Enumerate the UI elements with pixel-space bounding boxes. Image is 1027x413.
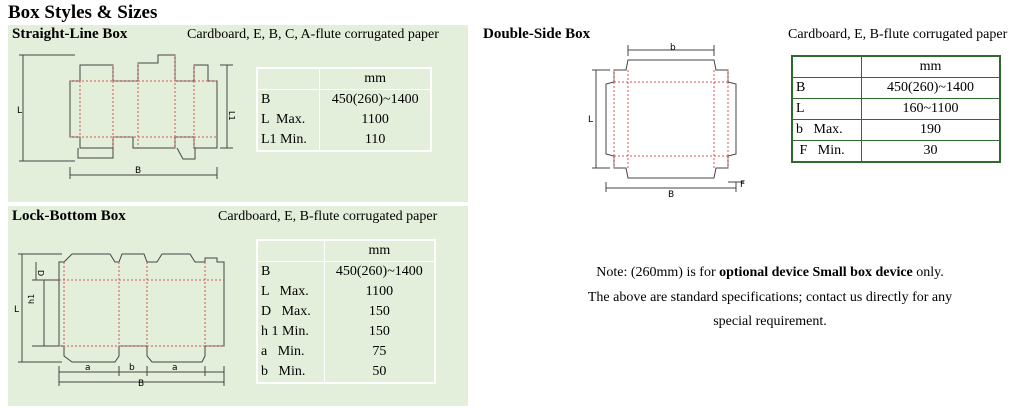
note-bold: optional device Small box device bbox=[719, 265, 913, 280]
row-value: 190 bbox=[862, 120, 1001, 141]
table-row bbox=[257, 90, 431, 111]
row-value: 450(260)~1400 bbox=[320, 90, 431, 111]
straight-line-dim-l: L bbox=[17, 106, 23, 116]
straight-line-material: Cardboard, E, B, C, A-flute corrugated paper bbox=[187, 27, 439, 42]
lock-bottom-dim-b: b bbox=[129, 363, 135, 373]
lock-bottom-dim-d: D bbox=[36, 270, 45, 277]
table-row bbox=[257, 302, 435, 322]
straight-line-title: Straight-Line Box bbox=[12, 26, 128, 42]
double-side-dim-f: F bbox=[740, 180, 746, 190]
row-value: 450(260)~1400 bbox=[862, 78, 1001, 99]
row-value: 450(260)~1400 bbox=[324, 262, 435, 283]
note-line-2: The above are standard specifications; contact us directly for any bbox=[587, 290, 953, 305]
row-label: F Min. bbox=[792, 141, 862, 163]
row-label: D Max. bbox=[261, 304, 311, 319]
lock-bottom-dim-a2: a bbox=[172, 363, 178, 373]
row-value: 150 bbox=[324, 322, 435, 342]
table-row bbox=[792, 141, 1000, 163]
straight-line-dim-b: B bbox=[135, 166, 142, 176]
double-side-spec-table bbox=[791, 55, 1001, 163]
lock-bottom-dim-h1: h1 bbox=[27, 293, 36, 304]
straight-line-diagram bbox=[15, 45, 240, 187]
double-side-dim-b: b bbox=[670, 43, 676, 53]
table-row bbox=[257, 282, 435, 302]
note-suffix: only. bbox=[912, 265, 944, 280]
table-row bbox=[792, 120, 1000, 141]
double-side-diagram bbox=[584, 42, 764, 197]
table-row bbox=[257, 262, 435, 283]
row-value: 1100 bbox=[320, 110, 431, 130]
note-prefix: Note: (260mm) is for bbox=[596, 265, 720, 280]
lock-bottom-unit: mm bbox=[324, 240, 435, 262]
row-label: h 1 Min. bbox=[261, 324, 309, 339]
row-value: 1100 bbox=[324, 282, 435, 302]
double-side-unit: mm bbox=[862, 56, 1001, 78]
double-side-dim-big-b: B bbox=[668, 190, 675, 197]
row-value: 30 bbox=[862, 141, 1001, 163]
double-side-material: Cardboard, E, B-flute corrugated paper bbox=[788, 27, 1008, 42]
row-label: L bbox=[792, 99, 862, 120]
row-value: 150 bbox=[324, 302, 435, 322]
table-row bbox=[257, 110, 431, 130]
table-row bbox=[792, 78, 1000, 99]
straight-line-unit: mm bbox=[320, 68, 431, 90]
lock-bottom-dim-l: L bbox=[14, 305, 20, 315]
straight-line-spec-table bbox=[256, 67, 432, 152]
table-row bbox=[257, 322, 435, 342]
note-line-3: special requirement. bbox=[713, 314, 827, 329]
row-label: b Max. bbox=[792, 120, 862, 141]
table-row bbox=[792, 99, 1000, 120]
double-side-title: Double-Side Box bbox=[483, 26, 591, 42]
page-title: Box Styles & Sizes bbox=[8, 2, 158, 23]
table-row bbox=[257, 130, 431, 151]
lock-bottom-material: Cardboard, E, B-flute corrugated paper bbox=[218, 209, 438, 224]
row-label: B bbox=[261, 92, 271, 107]
table-row bbox=[257, 362, 435, 383]
lock-bottom-dim-a1: a bbox=[85, 363, 91, 373]
straight-line-dim-l1: L1 bbox=[227, 111, 236, 121]
lock-bottom-title: Lock-Bottom Box bbox=[12, 208, 126, 224]
row-label: a Min. bbox=[261, 344, 305, 359]
lock-bottom-spec-table bbox=[256, 239, 436, 384]
row-label: L Max. bbox=[261, 112, 306, 127]
row-label: B bbox=[792, 78, 862, 99]
lock-bottom-diagram bbox=[12, 240, 237, 390]
row-value: 110 bbox=[320, 130, 431, 151]
row-value: 50 bbox=[324, 362, 435, 383]
lock-bottom-dim-big-b: B bbox=[138, 379, 145, 389]
row-value: 160~1100 bbox=[862, 99, 1001, 120]
double-side-dim-l: L bbox=[588, 115, 594, 125]
row-value: 75 bbox=[324, 342, 435, 362]
note-line-1 bbox=[540, 265, 1000, 281]
row-label: b Min. bbox=[261, 364, 306, 379]
table-row bbox=[257, 342, 435, 362]
row-label: B bbox=[261, 264, 271, 279]
row-label: L Max. bbox=[261, 284, 309, 299]
row-label: L1 Min. bbox=[261, 132, 307, 147]
